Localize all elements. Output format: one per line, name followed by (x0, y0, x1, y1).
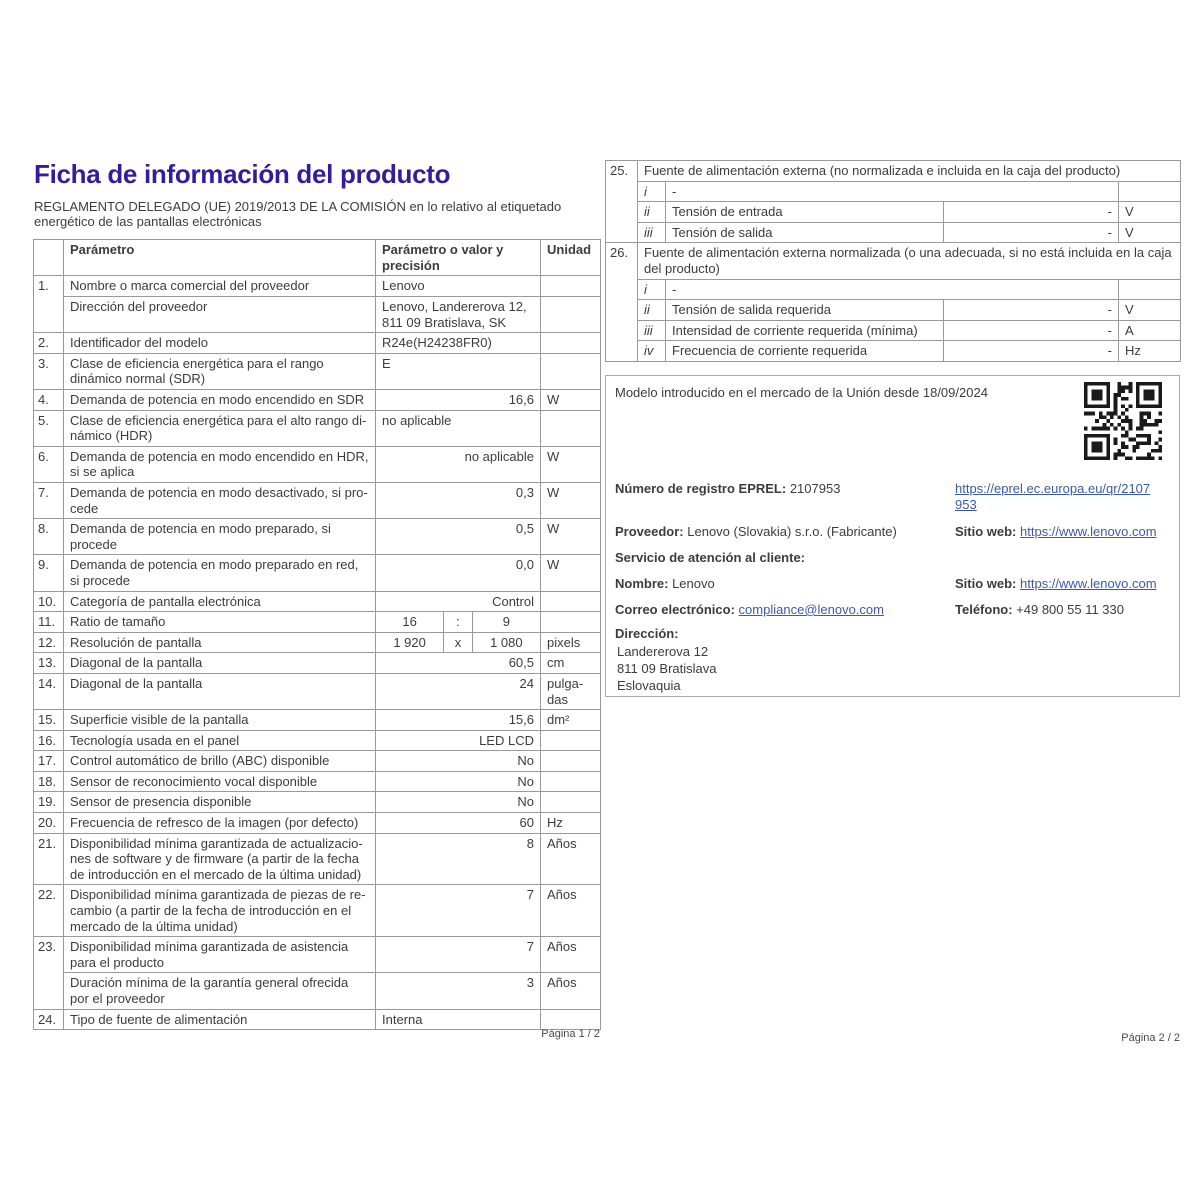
table-row (34, 612, 601, 633)
param-unit: W (541, 555, 601, 591)
header-parameter: Parámetro (64, 240, 376, 276)
supplier-name: Lenovo (Slovakia) s.r.o. (Fabricante) (687, 523, 897, 539)
table-row (34, 730, 601, 751)
row-number: 24. (34, 1009, 64, 1030)
param-unit: cm (541, 653, 601, 674)
website-link[interactable]: https://www.lenovo.com (1020, 523, 1157, 539)
param-value: 7 (376, 937, 541, 973)
table-row (34, 333, 601, 354)
param-value-part: : (443, 612, 473, 632)
address-line: Landererova 12 (617, 643, 709, 659)
param-unit (541, 730, 601, 751)
row-letter: iv (638, 341, 666, 362)
table-header-row (34, 240, 601, 276)
table-row (34, 591, 601, 612)
param-unit: Hz (541, 813, 601, 834)
eprel-number: 2107953 (789, 480, 841, 496)
row-letter: iii (638, 222, 666, 243)
param-value: - (666, 279, 1119, 300)
row-number: 17. (34, 751, 64, 772)
param-name: Sensor de reconocimiento vocal disponible (64, 771, 376, 792)
row-number: 4. (34, 390, 64, 411)
row-number: 18. (34, 771, 64, 792)
table-row (34, 833, 601, 885)
website-line-2 (955, 576, 1173, 592)
param-value: 15,6 (376, 710, 541, 731)
param-unit: Hz (1119, 341, 1181, 362)
table-row (606, 341, 1181, 362)
param-value: - (944, 222, 1119, 243)
param-name: Diagonal de la pantalla (64, 673, 376, 709)
param-name: Sensor de presencia disponible (64, 792, 376, 813)
table-row (34, 297, 601, 333)
param-unit (541, 1009, 601, 1030)
param-value: 16,6 (376, 390, 541, 411)
table-row (34, 653, 601, 674)
param-name: Intensidad de corriente requerida (mínima) (666, 320, 944, 341)
param-name: Frecuencia de corriente requerida (666, 341, 944, 362)
row-number: 22. (34, 885, 64, 937)
param-value: Interna (376, 1009, 541, 1030)
row-number: 5. (34, 410, 64, 446)
qr-code-icon (1084, 382, 1162, 460)
param-unit (541, 333, 601, 354)
param-unit: V (1119, 222, 1181, 243)
table-row (34, 555, 601, 591)
product-table-body (34, 276, 601, 1030)
param-unit (541, 591, 601, 612)
website-label-2: Sitio web: (955, 575, 1017, 591)
regulation-subtitle: REGLAMENTO DELEGADO (UE) 2019/2013 DE LA COMISIÓN en lo relativo al etiquetado energético de las pantallas electrónicas (34, 198, 562, 229)
website-label: Sitio web: (955, 523, 1017, 539)
row-number: 14. (34, 673, 64, 709)
page-1-footer: Página 1 / 2 (541, 1028, 600, 1040)
row-letter: ii (638, 202, 666, 223)
header-number-cell (34, 240, 64, 276)
phone-label: Teléfono: (955, 601, 1013, 617)
header-unit: Unidad (541, 240, 601, 276)
table-row (34, 390, 601, 411)
param-name: Resolución de pantalla (64, 632, 376, 653)
param-value: 8 (376, 833, 541, 885)
table-row (34, 710, 601, 731)
eprel-link[interactable]: https://eprel.ec.europa.eu/qr/2107953 (955, 480, 1151, 512)
param-unit (541, 353, 601, 389)
table-row (606, 181, 1181, 202)
param-value (376, 632, 541, 653)
param-value: No (376, 771, 541, 792)
address-line: 811 09 Bratislava (617, 660, 717, 676)
param-unit (541, 771, 601, 792)
param-unit (541, 792, 601, 813)
param-unit: W (541, 482, 601, 518)
table-row (606, 279, 1181, 300)
power-table-body (606, 161, 1181, 362)
param-unit (541, 612, 601, 633)
param-unit: dm² (541, 710, 601, 731)
param-value-part: x (443, 633, 473, 653)
customer-service-label: Servicio de atención al cliente: (615, 549, 806, 565)
table-row (606, 222, 1181, 243)
supplier-label: Proveedor: (615, 523, 684, 539)
param-unit: Años (541, 885, 601, 937)
power-supply-table (605, 160, 1181, 362)
param-name: Dirección del proveedor (64, 297, 376, 333)
service-name-line (615, 576, 715, 592)
param-unit: V (1119, 202, 1181, 223)
param-name: Tecnología usada en el panel (64, 730, 376, 751)
param-unit: pixels (541, 632, 601, 653)
param-value: 7 (376, 885, 541, 937)
param-unit (1119, 279, 1181, 300)
address-label: Dirección: (615, 625, 679, 641)
param-name: Ratio de tamaño (64, 612, 376, 633)
param-value: R24e(H24238FR0) (376, 333, 541, 354)
param-value: No (376, 751, 541, 772)
param-value: - (944, 202, 1119, 223)
param-value: no aplicable (376, 410, 541, 446)
param-value: 0,5 (376, 519, 541, 555)
row-number: 20. (34, 813, 64, 834)
param-value-part: 1 920 (393, 634, 426, 650)
param-unit: pulgadas (541, 673, 601, 709)
eprel-label: Número de registro EPREL: (615, 480, 787, 496)
phone-number: +49 800 55 11 330 (1016, 601, 1124, 617)
param-value: 24 (376, 673, 541, 709)
param-unit (541, 297, 601, 333)
param-name: Clase de eficiencia energética para el alto rango dinámico (HDR) (64, 410, 376, 446)
param-unit: A (1119, 320, 1181, 341)
table-row (606, 161, 1181, 182)
row-letter: iii (638, 320, 666, 341)
table-row (34, 632, 601, 653)
param-unit: V (1119, 300, 1181, 321)
param-name: Tipo de fuente de alimentación (64, 1009, 376, 1030)
header-value: Parámetro o valor y precisión (376, 240, 541, 276)
param-value: 60,5 (376, 653, 541, 674)
param-value-part: 1 080 (490, 634, 523, 650)
param-name: Control automático de brillo (ABC) disponible (64, 751, 376, 772)
param-name: Demanda de potencia en modo desactivado, si procede (64, 482, 376, 518)
row-number: 8. (34, 519, 64, 555)
param-name: Clase de eficiencia energética para el rango dinámico normal (SDR) (64, 353, 376, 389)
param-value: Control (376, 591, 541, 612)
param-value: 0,3 (376, 482, 541, 518)
param-unit: W (541, 519, 601, 555)
param-value: 60 (376, 813, 541, 834)
param-name: Disponibilidad mínima garantizada de piezas de recambio (a partir de la fecha de introducción en el mercado de la última unidad) (64, 885, 376, 937)
table-row (34, 353, 601, 389)
param-name: Disponibilidad mínima garantizada de asistencia para el producto (64, 937, 376, 973)
row-letter: ii (638, 300, 666, 321)
table-row (606, 300, 1181, 321)
param-name: Nombre o marca comercial del proveedor (64, 276, 376, 297)
product-parameters-table (33, 239, 601, 1030)
row-number: 13. (34, 653, 64, 674)
table-row (34, 276, 601, 297)
row-number: 12. (34, 632, 64, 653)
row-letter: i (638, 279, 666, 300)
param-name: Diagonal de la pantalla (64, 653, 376, 674)
table-row (34, 937, 601, 973)
param-unit (541, 276, 601, 297)
table-row (34, 771, 601, 792)
table-row (606, 320, 1181, 341)
eprel-registration-line (615, 481, 840, 497)
section-header: Fuente de alimentación externa (no normalizada e incluida en la caja del producto) (638, 161, 1181, 182)
supplier-line (615, 524, 950, 540)
param-unit: Años (541, 973, 601, 1009)
table-row (606, 202, 1181, 223)
param-name: Superficie visible de la pantalla (64, 710, 376, 731)
table-row (34, 410, 601, 446)
param-value-part: 9 (502, 614, 510, 630)
param-unit (541, 751, 601, 772)
param-name: Identificador del modelo (64, 333, 376, 354)
param-value (376, 612, 541, 633)
param-unit (1119, 181, 1181, 202)
phone-line (955, 602, 1173, 618)
param-name: Demanda de potencia en modo preparado, si procede (64, 519, 376, 555)
param-unit: W (541, 446, 601, 482)
param-value: - (944, 300, 1119, 321)
param-unit (541, 410, 601, 446)
table-row (34, 813, 601, 834)
table-row (34, 973, 601, 1009)
row-number: 6. (34, 446, 64, 482)
param-value: 3 (376, 973, 541, 1009)
param-name: Tensión de salida (666, 222, 944, 243)
service-name: Lenovo (672, 575, 715, 591)
param-name: Tensión de salida requerida (666, 300, 944, 321)
page-2-footer: Página 2 / 2 (1121, 1032, 1180, 1044)
row-number: 10. (34, 591, 64, 612)
row-number: 15. (34, 710, 64, 731)
table-row (34, 885, 601, 937)
param-name: Frecuencia de refresco de la imagen (por defecto) (64, 813, 376, 834)
param-value: Lenovo (376, 276, 541, 297)
table-row (34, 446, 601, 482)
param-name: Demanda de potencia en modo encendido en SDR (64, 390, 376, 411)
page-title: Ficha de información del producto (34, 159, 451, 189)
website-line-1 (955, 524, 1173, 540)
email-line (615, 602, 950, 618)
param-value: no aplicable (376, 446, 541, 482)
table-row (34, 519, 601, 555)
row-letter: i (638, 181, 666, 202)
market-introduction-date: Modelo introducido en el mercado de la Unión desde 18/09/2024 (615, 384, 988, 400)
email-label: Correo electrónico: (615, 601, 735, 617)
param-value: 0,0 (376, 555, 541, 591)
param-name: Disponibilidad mínima garantizada de actualizaciones de software y de firmware (a partir de la fecha de introducción en el mercado de la última unidad) (64, 833, 376, 885)
row-number: 19. (34, 792, 64, 813)
param-value: - (944, 341, 1119, 362)
section-header: Fuente de alimentación externa normalizada (o una adecuada, si no está incluida en la caja del producto) (638, 243, 1181, 279)
row-number: 21. (34, 833, 64, 885)
param-name: Demanda de potencia en modo preparado en red, si procede (64, 555, 376, 591)
param-value: No (376, 792, 541, 813)
row-number: 2. (34, 333, 64, 354)
param-value: Lenovo, Landererova 12, 811 09 Bratislava, SK (376, 297, 541, 333)
row-number: 1. (34, 276, 64, 333)
row-number: 9. (34, 555, 64, 591)
row-number: 11. (34, 612, 64, 633)
param-value: E (376, 353, 541, 389)
email-link[interactable]: compliance@lenovo.com (738, 601, 884, 617)
param-value: LED LCD (376, 730, 541, 751)
address-line: Eslovaquia (617, 677, 681, 693)
row-number: 25. (606, 161, 638, 243)
param-unit: Años (541, 937, 601, 973)
param-name: Tensión de entrada (666, 202, 944, 223)
website-link-2[interactable]: https://www.lenovo.com (1020, 575, 1157, 591)
row-number: 26. (606, 243, 638, 362)
name-label: Nombre: (615, 575, 669, 591)
registration-info-box (605, 375, 1180, 697)
page-1 (33, 160, 600, 1030)
table-row (34, 673, 601, 709)
param-name: Demanda de potencia en modo encendido en HDR, si se aplica (64, 446, 376, 482)
param-value: - (944, 320, 1119, 341)
param-name: Categoría de pantalla electrónica (64, 591, 376, 612)
table-row (34, 482, 601, 518)
row-number: 16. (34, 730, 64, 751)
row-number: 23. (34, 937, 64, 1009)
table-row (34, 751, 601, 772)
param-unit: Años (541, 833, 601, 885)
row-number: 7. (34, 482, 64, 518)
param-value: - (666, 181, 1119, 202)
table-row (34, 792, 601, 813)
table-row (34, 1009, 601, 1030)
param-name: Duración mínima de la garantía general ofrecida por el proveedor (64, 973, 376, 1009)
param-unit: W (541, 390, 601, 411)
row-number: 3. (34, 353, 64, 389)
table-row (606, 243, 1181, 279)
param-value-part: 16 (402, 614, 417, 630)
page-2 (605, 160, 1180, 697)
